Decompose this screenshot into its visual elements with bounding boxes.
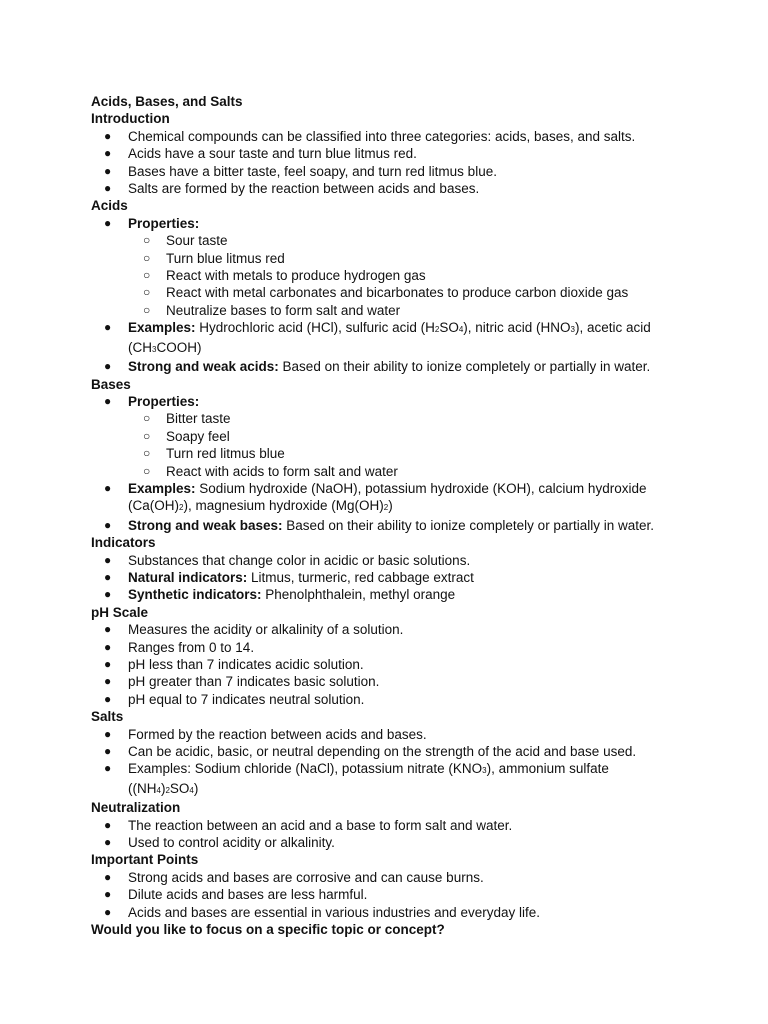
bullet-icon: ● xyxy=(104,587,112,602)
sub-list-item: ○ Sour taste xyxy=(143,233,228,249)
list-item: ● Examples: Sodium hydroxide (NaOH), potassium hydroxide (KOH), calcium hydroxide (Ca(OH)2), magnesium hydroxide (Mg(OH)2) xyxy=(104,480,647,514)
bullet-icon: ● xyxy=(104,835,112,850)
heading-bases: Bases xyxy=(91,376,131,392)
bullet-icon: ● xyxy=(104,393,112,408)
hollow-bullet-icon: ○ xyxy=(143,446,151,461)
list-item: ● pH equal to 7 indicates neutral solution. xyxy=(104,691,365,707)
heading-salts: Salts xyxy=(91,709,124,725)
sub-list-item: ○ Turn blue litmus red xyxy=(143,250,285,266)
bullet-icon: ● xyxy=(104,657,112,671)
list-item: ● Strong acids and bases are corrosive and can cause burns. xyxy=(104,869,484,885)
bases-strong-weak-label: Strong and weak bases: xyxy=(128,517,283,533)
bullet-icon: ● xyxy=(104,215,112,230)
hollow-bullet-icon: ○ xyxy=(143,411,151,426)
bullet-icon: ● xyxy=(104,163,112,178)
list-item: ● Acids have a sour taste and turn blue litmus red. xyxy=(104,146,417,162)
hollow-bullet-icon: ○ xyxy=(143,233,151,248)
sub-list-item: ○ Turn red litmus blue xyxy=(143,446,285,462)
hollow-bullet-icon: ○ xyxy=(143,268,151,283)
bullet-icon: ● xyxy=(104,904,112,919)
list-item: ● The reaction between an acid and a base to form salt and water. xyxy=(104,817,513,833)
list-item: ● pH less than 7 indicates acidic solution. xyxy=(104,657,364,672)
list-item: ● Natural indicators: Litmus, turmeric, red cabbage extract xyxy=(104,569,474,585)
bullet-icon: ● xyxy=(104,887,112,902)
bullet-icon: ● xyxy=(104,320,112,335)
synthetic-indicators-label: Synthetic indicators: xyxy=(128,587,262,603)
bases-examples-label: Examples: xyxy=(128,480,196,496)
list-item: ● Strong and weak acids: Based on their ability to ionize completely or partially in water. xyxy=(104,359,651,375)
hollow-bullet-icon: ○ xyxy=(143,285,151,300)
bases-properties-label: Properties: xyxy=(128,393,200,409)
bullet-icon: ● xyxy=(104,569,112,584)
hollow-bullet-icon: ○ xyxy=(143,428,151,443)
list-item: ● Can be acidic, basic, or neutral depending on the strength of the acid and base used. xyxy=(104,744,637,760)
list-item: ● Acids and bases are essential in various industries and everyday life. xyxy=(104,904,540,920)
sub-list-item: ○ React with acids to form salt and water xyxy=(143,463,398,479)
list-item: ● Bases have a bitter taste, feel soapy, and turn red litmus blue. xyxy=(104,163,497,179)
natural-indicators-label: Natural indicators: xyxy=(128,569,248,585)
list-item: ● Examples: Sodium chloride (NaCl), potassium nitrate (KNO3), ammonium sulfate ((NH4)2SO4) xyxy=(104,761,609,796)
bullet-icon: ● xyxy=(104,639,112,654)
list-item: ● Used to control acidity or alkalinity. xyxy=(104,835,335,851)
bullet-icon: ● xyxy=(104,128,112,143)
acids-strong-weak-label: Strong and weak acids: xyxy=(128,359,279,375)
bullet-icon: ● xyxy=(104,744,112,759)
list-item: ● Synthetic indicators: Phenolphthalein, methyl orange xyxy=(104,587,456,603)
bullet-icon: ● xyxy=(104,517,112,532)
list-item: ● Examples: Hydrochloric acid (HCl), sulfuric acid (H2SO4), nitric acid (HNO3), acetic acid (CH3COOH) xyxy=(104,320,651,355)
bullet-icon: ● xyxy=(104,726,112,741)
document-body xyxy=(91,93,731,939)
sub-list-item: ○ Soapy feel xyxy=(143,428,230,444)
sub-list-item: ○ React with metal carbonates and bicarbonates to produce carbon dioxide gas xyxy=(143,285,629,301)
list-item xyxy=(91,215,731,232)
bullet-icon: ● xyxy=(104,480,112,495)
heading-introduction: Introduction xyxy=(91,111,170,127)
bullet-icon: ● xyxy=(104,622,112,637)
list-item: ● Formed by the reaction between acids and bases. xyxy=(104,726,427,742)
acids-properties-label: Properties: xyxy=(128,215,200,231)
sub-list-item: ○ Neutralize bases to form salt and water xyxy=(143,302,401,318)
sub-list-item: ○ Bitter taste xyxy=(143,411,231,427)
list-item: ● Substances that change color in acidic or basic solutions. xyxy=(104,552,471,568)
bullet-icon: ● xyxy=(104,146,112,161)
list-item: ● pH greater than 7 indicates basic solution. xyxy=(104,674,380,690)
list-item: ● Strong and weak bases: Based on their ability to ionize completely or partially in water. xyxy=(104,517,654,533)
bullet-icon: ● xyxy=(104,552,112,567)
acids-examples-label: Examples: xyxy=(128,320,196,336)
bullet-icon: ● xyxy=(104,869,112,884)
heading-ph-scale: pH Scale xyxy=(91,604,149,620)
bullet-icon: ● xyxy=(104,761,112,776)
heading-important-points: Important Points xyxy=(91,852,199,868)
bullet-icon: ● xyxy=(104,691,112,706)
sub-list-item: ○ React with metals to produce hydrogen gas xyxy=(143,268,426,284)
bullet-icon: ● xyxy=(104,674,112,689)
list-item: ● Dilute acids and bases are less harmful. xyxy=(104,887,368,903)
heading-acids: Acids xyxy=(91,198,128,214)
hollow-bullet-icon: ○ xyxy=(143,463,151,478)
bullet-icon: ● xyxy=(104,817,112,832)
heading-neutralization: Neutralization xyxy=(91,800,181,816)
list-item xyxy=(91,393,731,410)
heading-indicators: Indicators xyxy=(91,535,156,551)
hollow-bullet-icon: ○ xyxy=(143,302,151,317)
bullet-icon: ● xyxy=(104,181,112,196)
list-item: ● Measures the acidity or alkalinity of a solution. xyxy=(104,622,404,638)
closing-question: Would you like to focus on a specific topic or concept? xyxy=(91,922,445,938)
bullet-icon: ● xyxy=(104,359,112,374)
list-item: ● Ranges from 0 to 14. xyxy=(104,639,255,655)
list-item: ● Chemical compounds can be classified into three categories: acids, bases, and salts. xyxy=(104,128,636,144)
list-item: ● Salts are formed by the reaction between acids and bases. xyxy=(104,181,480,197)
hollow-bullet-icon: ○ xyxy=(143,250,151,265)
document-title: Acids, Bases, and Salts xyxy=(91,94,243,109)
